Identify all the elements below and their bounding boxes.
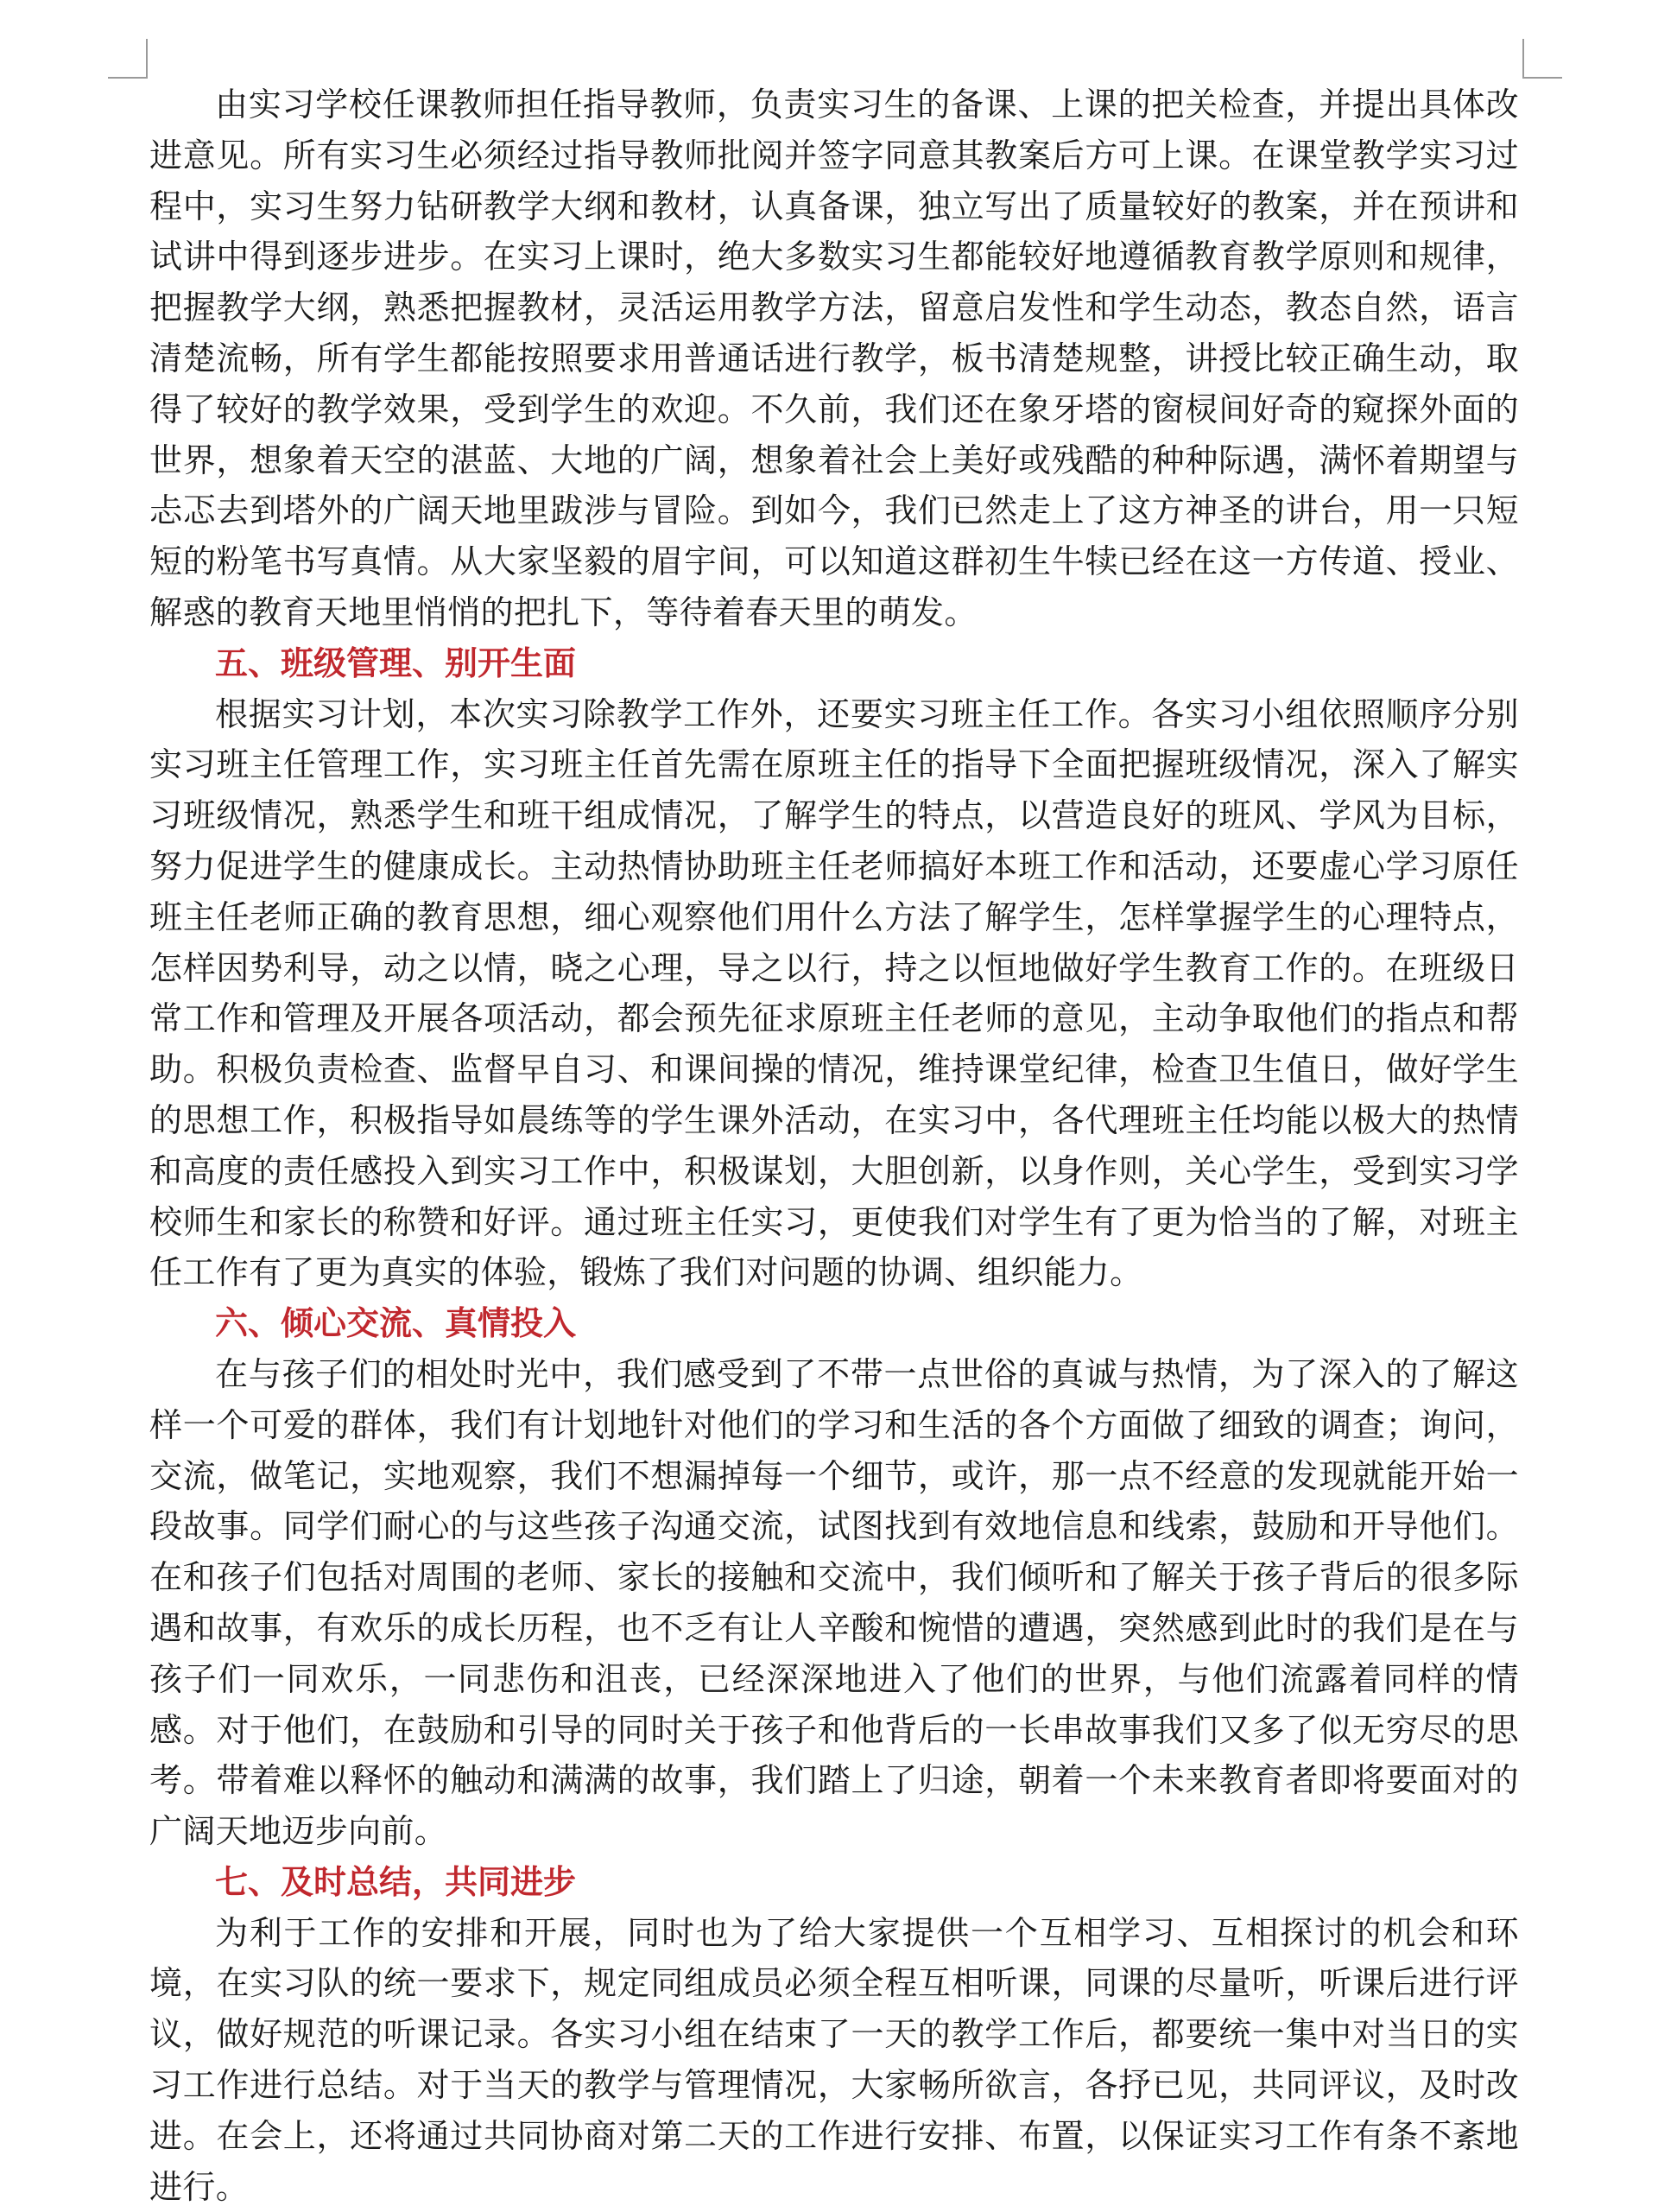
intro-paragraph: 由实习学校任课教师担任指导教师，负责实习生的备课、上课的把关检查，并提出具体改进意见。所有实习生必须经过指导教师批阅并签字同意其教案后方可上课。在课堂教学实习过程中，实习生努力钻研教学大纲和教材，认真备课，独立写出了质量较好的教案，并在预讲和试讲中得到逐步进步。在实习上课时，绝大多数实习生都能较好地遵循教育教学原则和规律，把握教学大纲，熟悉把握教材，灵活运用教学方法，留意启发性和学生动态，教态自然，语言清楚流畅，所有学生都能按照要求用普通话进行教学，板书清楚规整，讲授比较正确生动，取得了较好的教学效果，受到学生的欢迎。不久前，我们还在象牙塔的窗棂间好奇的窥探外面的世界，想象着天空的湛蓝、大地的广阔，想象着社会上美好或残酷的种种际遇，满怀着期望与忐忑去到塔外的广阔天地里跋涉与冒险。到如今，我们已然走上了这方神圣的讲台，用一只短短的粉笔书写真情。从大家坚毅的眉宇间，可以知道这群初生牛犊已经在这一方传道、授业、解惑的教育天地里悄悄的把扎下，等待着春天里的萌发。: [149, 86, 1519, 631]
section-heading-heartfelt-communication: 六、倾心交流、真情投入: [215, 1303, 577, 1343]
section-body-class-management: 根据实习计划，本次实习除教学工作外，还要实习班主任工作。各实习小组依照顺序分别实习班主任管理工作，实习班主任首先需在原班主任的指导下全面把握班级情况，深入了解实习班级情况，熟悉学生和班干组成情况，了解学生的特点，以营造良好的班风、学风为目标，努力促进学生的健康成长。主动热情协助班主任老师搞好本班工作和活动，还要虚心学习原任班主任老师正确的教育思想，细心观察他们用什么方法了解学生，怎样掌握学生的心理特点，怎样因势利导，动之以情，晓之心理，导之以行，持之以恒地做好学生教育工作的。在班级日常工作和管理及开展各项活动，都会预先征求原班主任老师的意见，主动争取他们的指点和帮助。积极负责检查、监督早自习、和课间操的情况，维持课堂纪律，检查卫生值日，做好学生的思想工作，积极指导如晨练等的学生课外活动，在实习中，各代理班主任均能以极大的热情和高度的责任感投入到实习工作中，积极谋划，大胆创新，以身作则，关心学生，受到实习学校师生和家长的称赞和好评。通过班主任实习，更使我们对学生有了更为恰当的了解，对班主任工作有了更为真实的体验，锻炼了我们对问题的协调、组织能力。: [149, 694, 1519, 1292]
section-heading-class-management: 五、班级管理、别开生面: [215, 643, 577, 682]
section-body-heartfelt-communication: 在与孩子们的相处时光中，我们感受到了不带一点世俗的真诚与热情，为了深入的了解这样一个可爱的群体，我们有计划地针对他们的学习和生活的各个方面做了细致的调查；询问，交流，做笔记，实地观察，我们不想漏掉每一个细节，或许，那一点不经意的发现就能开始一段故事。同学们耐心的与这些孩子沟通交流，试图找到有效地信息和线索，鼓励和开导他们。在和孩子们包括对周围的老师、家长的接触和交流中，我们倾听和了解关于孩子背后的很多际遇和故事，有欢乐的成长历程，也不乏有让人辛酸和惋惜的遭遇，突然感到此时的我们是在与孩子们一同欢乐，一同悲伤和沮丧，已经深深地进入了他们的世界，与他们流露着同样的情感。对于他们，在鼓励和引导的同时关于孩子和他背后的一长串故事我们又多了似无穷尽的思考。带着难以释怀的触动和满满的故事，我们踏上了归途，朝着一个未来教育者即将要面对的广阔天地迈步向前。: [149, 1354, 1519, 1851]
top-left-margin-mark: [108, 39, 148, 79]
section-body-timely-summary: 为利于工作的安排和开展，同时也为了给大家提供一个互相学习、互相探讨的机会和环境，在实习队的统一要求下，规定同组成员必须全程互相听课，同课的尽量听，听课后进行评议，做好规范的听课记录。各实习小组在结束了一天的教学工作后，都要统一集中对当日的实习工作进行总结。对于当天的教学与管理情况，大家畅所欲言，各抒已见，共同评议，及时改进。在会上，还将通过共同协商对第二天的工作进行安排、布置，以保证实习工作有条不紊地进行。: [149, 1913, 1519, 2206]
document-body: [149, 79, 1519, 2212]
top-right-margin-mark: [1522, 39, 1562, 79]
section-heading-timely-summary: 七、及时总结，共同进步: [215, 1861, 577, 1901]
